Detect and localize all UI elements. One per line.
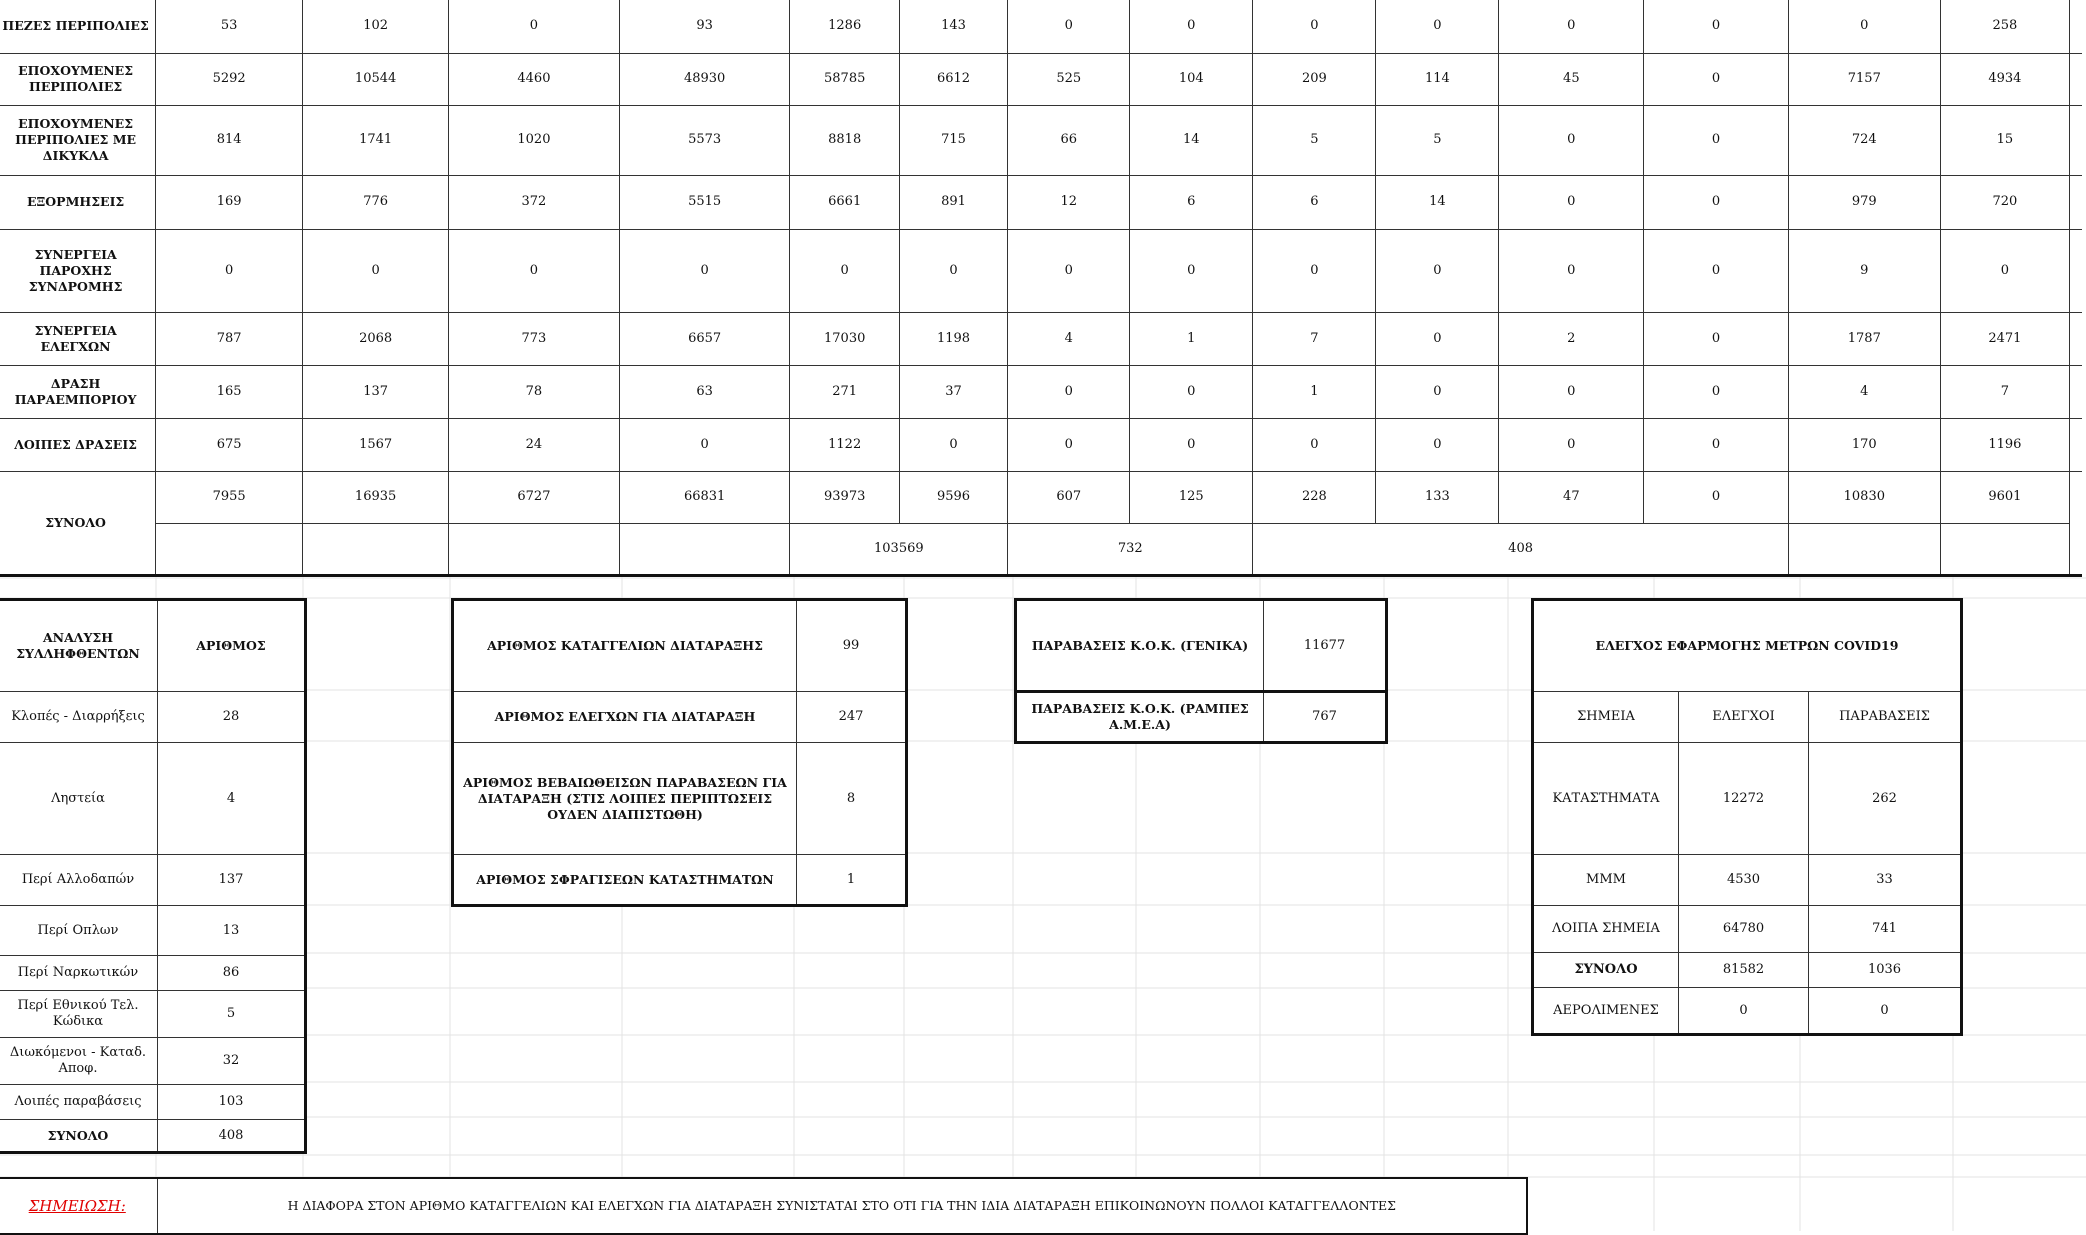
cell-value: 0 [1644, 312, 1789, 365]
total-value: 228 [1253, 471, 1376, 523]
cell-value: 143 [899, 0, 1007, 53]
arrest-count: 137 [158, 855, 306, 906]
cell-value: 724 [1788, 105, 1940, 175]
cell-value: 814 [156, 105, 303, 175]
table-row [0, 175, 2082, 229]
disturbance-metric: ΑΡΙΘΜΟΣ ΕΛΕΓΧΩΝ ΓΙΑ ΔΙΑΤΑΡΑΞΗ [453, 692, 797, 743]
table-row [0, 229, 2082, 312]
table-row [0, 312, 2082, 365]
cell-value: 0 [1376, 229, 1499, 312]
cell-value: 7157 [1788, 53, 1940, 105]
total-value: 9601 [1940, 471, 2069, 523]
table-row [0, 418, 2082, 471]
cell-value: 0 [1008, 0, 1130, 53]
cell-value: 891 [899, 175, 1007, 229]
cell-value: 2 [1499, 312, 1644, 365]
empty-cell [2070, 175, 2083, 229]
kok-value: 767 [1264, 692, 1387, 743]
cell-value: 0 [1253, 418, 1376, 471]
cell-value: 776 [303, 175, 449, 229]
note-table [0, 1177, 1528, 1235]
empty-cell [2070, 471, 2083, 575]
cell-value: 0 [1499, 365, 1644, 418]
covid-violations: 0 [1809, 988, 1962, 1035]
table-row [0, 906, 306, 956]
cell-value: 114 [1376, 53, 1499, 105]
empty-cell [156, 523, 303, 575]
covid-title: ΕΛΕΓΧΟΣ ΕΦΑΡΜΟΓΗΣ ΜΕΤΡΩΝ COVID19 [1533, 600, 1962, 692]
table-row [0, 0, 2082, 53]
empty-cell [449, 523, 620, 575]
table-row [1533, 953, 1962, 988]
cell-value: 0 [1008, 229, 1130, 312]
total-value: 6727 [449, 471, 620, 523]
cell-value: 1122 [790, 418, 899, 471]
cell-value: 0 [1644, 0, 1789, 53]
cell-value: 6 [1130, 175, 1253, 229]
disturbance-metric: ΑΡΙΘΜΟΣ ΣΦΡΑΓΙΣΕΩΝ ΚΑΤΑΣΤΗΜΑΤΩΝ [453, 855, 797, 906]
table-row [0, 956, 306, 991]
row-label: ΔΡΑΣΗ ΠΑΡΑΕΜΠΟΡΙΟΥ [0, 365, 156, 418]
empty-cell [2070, 418, 2083, 471]
arrests-total-label: ΣΥΝΟΛΟ [0, 1120, 158, 1153]
cell-value: 1741 [303, 105, 449, 175]
empty-cell [2070, 105, 2083, 175]
cell-value: 170 [1788, 418, 1940, 471]
cell-value: 0 [619, 418, 790, 471]
total-value: 66831 [619, 471, 790, 523]
total-value: 9596 [899, 471, 1007, 523]
empty-cell [619, 523, 790, 575]
cell-value: 0 [1499, 418, 1644, 471]
covid-checks: 81582 [1679, 953, 1809, 988]
disturbance-metric: ΑΡΙΘΜΟΣ ΚΑΤΑΓΓΕΛΙΩΝ ΔΙΑΤΑΡΑΞΗΣ [453, 600, 797, 692]
covid-violations: 1036 [1809, 953, 1962, 988]
cell-value: 0 [1253, 0, 1376, 53]
total-value: 47 [1499, 471, 1644, 523]
arrests-total-value: 408 [158, 1120, 306, 1153]
patrol-activity-table [0, 0, 2082, 577]
table-row [1533, 743, 1962, 855]
covid-col-header-checks: ΕΛΕΓΧΟΙ [1679, 692, 1809, 743]
arrest-category: Κλοπές - Διαρρήξεις [0, 692, 158, 743]
arrest-category: Περί Ναρκωτικών [0, 956, 158, 991]
cell-value: 0 [303, 229, 449, 312]
table-row [453, 743, 907, 855]
table-row [0, 855, 306, 906]
cell-value: 0 [1130, 418, 1253, 471]
covid-violations: 262 [1809, 743, 1962, 855]
cell-value: 6657 [619, 312, 790, 365]
covid-checks: 4530 [1679, 855, 1809, 906]
cell-value: 0 [1644, 229, 1789, 312]
group-sum-sum-1: 103569 [790, 523, 1008, 575]
cell-value: 8818 [790, 105, 899, 175]
cell-value: 0 [1008, 418, 1130, 471]
arrests-analysis-table [0, 598, 307, 1154]
disturbance-metric: ΑΡΙΘΜΟΣ ΒΕΒΑΙΩΘΕΙΣΩΝ ΠΑΡΑΒΑΣΕΩΝ ΓΙΑ ΔΙΑΤΑΡΑΞΗ (ΣΤΙΣ ΛΟΙΠΕΣ ΠΕΡΙΠΤΩΣΕΙΣ ΟΥΔΕΝ ΔΙΑΠΙΣΤΩΘΗ) [453, 743, 797, 855]
table-row [453, 600, 907, 692]
arrest-category: Λοιπές παραβάσεις [0, 1085, 158, 1120]
total-value: 10830 [1788, 471, 1940, 523]
total-value: 7955 [156, 471, 303, 523]
cell-value: 48930 [619, 53, 790, 105]
table-row [0, 53, 2082, 105]
disturbance-value: 247 [797, 692, 907, 743]
total-value: 93973 [790, 471, 899, 523]
cell-value: 66 [1008, 105, 1130, 175]
row-label: ΣΥΝΕΡΓΕΙΑ ΕΛΕΓΧΩΝ [0, 312, 156, 365]
cell-value: 5 [1253, 105, 1376, 175]
cell-value: 1 [1130, 312, 1253, 365]
cell-value: 17030 [790, 312, 899, 365]
table-row [0, 991, 306, 1038]
arrest-count: 4 [158, 743, 306, 855]
row-label: ΣΥΝΕΡΓΕΙΑ ΠΑΡΟΧΗΣ ΣΥΝΔΡΟΜΗΣ [0, 229, 156, 312]
covid-point: ΣΥΝΟΛΟ [1533, 953, 1679, 988]
arrest-count: 13 [158, 906, 306, 956]
table-row [1016, 600, 1387, 692]
empty-cell [1788, 523, 1940, 575]
empty-cell [2070, 365, 2083, 418]
cell-value: 0 [1499, 175, 1644, 229]
cell-value: 0 [1376, 312, 1499, 365]
cell-value: 0 [1644, 418, 1789, 471]
cell-value: 525 [1008, 53, 1130, 105]
cell-value: 0 [1940, 229, 2069, 312]
cell-value: 6612 [899, 53, 1007, 105]
disturbance-value: 99 [797, 600, 907, 692]
cell-value: 0 [1376, 0, 1499, 53]
table-row [0, 1038, 306, 1085]
cell-value: 787 [156, 312, 303, 365]
cell-value: 979 [1788, 175, 1940, 229]
cell-value: 169 [156, 175, 303, 229]
cell-value: 102 [303, 0, 449, 53]
cell-value: 0 [1253, 229, 1376, 312]
empty-cell [2070, 312, 2083, 365]
table-row [0, 692, 306, 743]
cell-value: 165 [156, 365, 303, 418]
total-value: 125 [1130, 471, 1253, 523]
row-label: ΠΕΖΕΣ ΠΕΡΙΠΟΛΙΕΣ [0, 0, 156, 53]
cell-value: 0 [1644, 365, 1789, 418]
cell-value: 14 [1376, 175, 1499, 229]
cell-value: 0 [1130, 365, 1253, 418]
table-row [0, 105, 2082, 175]
covid-checks: 64780 [1679, 906, 1809, 953]
traffic-violations-table [1014, 598, 1388, 744]
cell-value: 0 [790, 229, 899, 312]
arrest-category: Περί Οπλων [0, 906, 158, 956]
table-row [1016, 692, 1387, 743]
disturbance-table [451, 598, 908, 907]
arrest-category: Περί Εθνικού Τελ. Κώδικα [0, 991, 158, 1038]
cell-value: 45 [1499, 53, 1644, 105]
cell-value: 137 [303, 365, 449, 418]
cell-value: 0 [1499, 229, 1644, 312]
cell-value: 4934 [1940, 53, 2069, 105]
cell-value: 0 [1376, 418, 1499, 471]
cell-value: 258 [1940, 0, 2069, 53]
cell-value: 9 [1788, 229, 1940, 312]
arrest-count: 86 [158, 956, 306, 991]
total-row [0, 471, 2082, 523]
cell-value: 1567 [303, 418, 449, 471]
cell-value: 720 [1940, 175, 2069, 229]
cell-value: 7 [1253, 312, 1376, 365]
cell-value: 209 [1253, 53, 1376, 105]
note-label: ΣΗΜΕΙΩΣΗ: [0, 1178, 157, 1234]
cell-value: 0 [1130, 0, 1253, 53]
cell-value: 0 [899, 418, 1007, 471]
disturbance-value: 1 [797, 855, 907, 906]
cell-value: 715 [899, 105, 1007, 175]
cell-value: 1196 [1940, 418, 2069, 471]
cell-value: 78 [449, 365, 620, 418]
cell-value: 37 [899, 365, 1007, 418]
covid-checks: 0 [1679, 988, 1809, 1035]
group-sum-sum-3: 408 [1253, 523, 1789, 575]
table-row [453, 692, 907, 743]
table-row [1533, 906, 1962, 953]
cell-value: 0 [1499, 0, 1644, 53]
cell-value: 6661 [790, 175, 899, 229]
cell-value: 0 [1788, 0, 1940, 53]
row-label: ΕΠΟΧΟΥΜΕΝΕΣ ΠΕΡΙΠΟΛΙΕΣ [0, 53, 156, 105]
empty-cell [303, 523, 449, 575]
total-value: 133 [1376, 471, 1499, 523]
cell-value: 12 [1008, 175, 1130, 229]
table-row [453, 855, 907, 906]
cell-value: 0 [1644, 53, 1789, 105]
cell-value: 0 [899, 229, 1007, 312]
cell-value: 4 [1008, 312, 1130, 365]
cell-value: 4460 [449, 53, 620, 105]
cell-value: 1 [1253, 365, 1376, 418]
empty-cell [1940, 523, 2069, 575]
cell-value: 5292 [156, 53, 303, 105]
arrest-category: Διωκόμενοι - Καταδ. Αποφ. [0, 1038, 158, 1085]
total-value: 16935 [303, 471, 449, 523]
covid-point: ΚΑΤΑΣΤΗΜΑΤΑ [1533, 743, 1679, 855]
cell-value: 6 [1253, 175, 1376, 229]
cell-value: 0 [1644, 175, 1789, 229]
cell-value: 2068 [303, 312, 449, 365]
total-label: ΣΥΝΟΛΟ [0, 471, 156, 575]
cell-value: 0 [619, 229, 790, 312]
cell-value: 1020 [449, 105, 620, 175]
covid-violations: 741 [1809, 906, 1962, 953]
kok-value: 11677 [1264, 600, 1387, 692]
arrest-count: 103 [158, 1085, 306, 1120]
cell-value: 24 [449, 418, 620, 471]
cell-value: 1286 [790, 0, 899, 53]
disturbance-value: 8 [797, 743, 907, 855]
covid-col-header-violations: ΠΑΡΑΒΑΣΕΙΣ [1809, 692, 1962, 743]
covid-violations: 33 [1809, 855, 1962, 906]
cell-value: 5 [1376, 105, 1499, 175]
arrest-category: Ληστεία [0, 743, 158, 855]
cell-value: 0 [449, 0, 620, 53]
cell-value: 15 [1940, 105, 2069, 175]
cell-value: 1198 [899, 312, 1007, 365]
cell-value: 4 [1788, 365, 1940, 418]
arrests-header-label: ΑΝΑΛΥΣΗ ΣΥΛΛΗΦΘΕΝΤΩΝ [0, 600, 158, 692]
cell-value: 14 [1130, 105, 1253, 175]
table-row [1533, 988, 1962, 1035]
row-label: ΕΠΟΧΟΥΜΕΝΕΣ ΠΕΡΙΠΟΛΙΕΣ ΜΕ ΔΙΚΥΚΛΑ [0, 105, 156, 175]
cell-value: 0 [1376, 365, 1499, 418]
cell-value: 1787 [1788, 312, 1940, 365]
empty-cell [2070, 53, 2083, 105]
arrest-count: 32 [158, 1038, 306, 1085]
cell-value: 0 [156, 229, 303, 312]
covid-checks: 12272 [1679, 743, 1809, 855]
kok-metric: ΠΑΡΑΒΑΣΕΙΣ Κ.Ο.Κ. (ΡΑΜΠΕΣ Α.Μ.Ε.Α) [1016, 692, 1264, 743]
arrest-category: Περί Αλλοδαπών [0, 855, 158, 906]
cell-value: 0 [1644, 105, 1789, 175]
row-label: ΕΞΟΡΜΗΣΕΙΣ [0, 175, 156, 229]
arrest-count: 28 [158, 692, 306, 743]
cell-value: 372 [449, 175, 620, 229]
cell-value: 0 [449, 229, 620, 312]
cell-value: 5515 [619, 175, 790, 229]
cell-value: 63 [619, 365, 790, 418]
cell-value: 5573 [619, 105, 790, 175]
cell-value: 0 [1130, 229, 1253, 312]
arrests-header-value: ΑΡΙΘΜΟΣ [158, 600, 306, 692]
covid-measures-table [1531, 598, 1963, 1036]
cell-value: 675 [156, 418, 303, 471]
covid-point: ΜΜΜ [1533, 855, 1679, 906]
empty-cell [2070, 229, 2083, 312]
note-text: Η ΔΙΑΦΟΡΑ ΣΤΟΝ ΑΡΙΘΜΟ ΚΑΤΑΓΓΕΛΙΩΝ ΚΑΙ ΕΛΕΓΧΩΝ ΓΙΑ ΔΙΑΤΑΡΑΞΗ ΣΥΝΙΣΤΑΤΑΙ ΣΤΟ ΟΤΙ ΓΙΑ ΤΗΝ ΙΔΙΑ ΔΙΑΤΑΡΑΞΗ ΕΠΙΚΟΙΝΩΝΟΥΝ ΠΟΛΛΟΙ ΚΑΤΑΓΓΕΛΛΟΝΤΕΣ [157, 1178, 1527, 1234]
cell-value: 271 [790, 365, 899, 418]
table-row [1533, 855, 1962, 906]
row-label: ΛΟΙΠΕΣ ΔΡΑΣΕΙΣ [0, 418, 156, 471]
cell-value: 7 [1940, 365, 2069, 418]
cell-value: 773 [449, 312, 620, 365]
arrest-count: 5 [158, 991, 306, 1038]
cell-value: 0 [1499, 105, 1644, 175]
table-row [0, 365, 2082, 418]
covid-point: ΛΟΙΠΑ ΣΗΜΕΙΑ [1533, 906, 1679, 953]
cell-value: 58785 [790, 53, 899, 105]
cell-value: 0 [1008, 365, 1130, 418]
kok-metric: ΠΑΡΑΒΑΣΕΙΣ Κ.Ο.Κ. (ΓΕΝΙΚΑ) [1016, 600, 1264, 692]
empty-cell [2070, 0, 2083, 53]
cell-value: 53 [156, 0, 303, 53]
table-row [0, 743, 306, 855]
covid-point: ΑΕΡΟΛΙΜΕΝΕΣ [1533, 988, 1679, 1035]
group-sum-sum-2: 732 [1008, 523, 1253, 575]
total-value: 0 [1644, 471, 1789, 523]
cell-value: 104 [1130, 53, 1253, 105]
cell-value: 93 [619, 0, 790, 53]
group-sum-row [0, 523, 2082, 575]
table-row [0, 1085, 306, 1120]
covid-col-header-points: ΣΗΜΕΙΑ [1533, 692, 1679, 743]
cell-value: 2471 [1940, 312, 2069, 365]
cell-value: 10544 [303, 53, 449, 105]
total-value: 607 [1008, 471, 1130, 523]
